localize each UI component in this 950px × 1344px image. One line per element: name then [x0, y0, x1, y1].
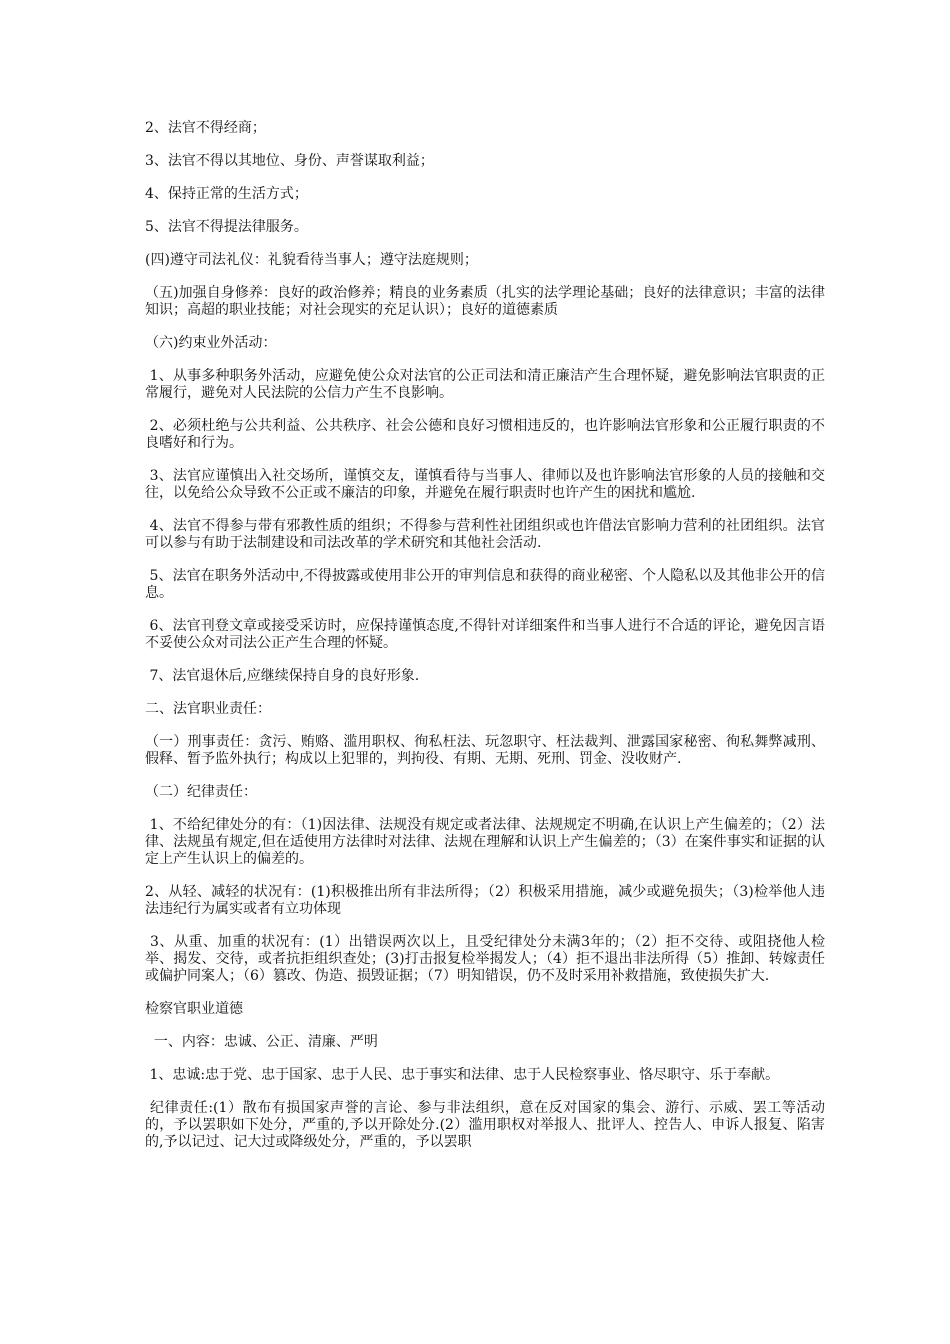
section-heading: 二、法官职业责任： — [145, 701, 271, 717]
paragraph: 1、忠诚:忠于党、忠于国家、忠于人民、忠于事实和法律、忠于人民检察事业、恪尽职守、乐于奉献。 — [145, 1067, 780, 1083]
paragraph: （二）纪律责任： — [145, 784, 257, 800]
paragraph: 一、内容：忠诚、公正、清廉、严明 — [145, 1034, 378, 1050]
paragraph: 1、不给纪律处分的有：（1)因法律、法规没有规定或者法律、法规规定不明确,在认识上产生偏差的；（2）法律、法规虽有规定,但在适使用方法律时对法律、法规在理解和认识上产生偏差的；（3）在案件事实和证据的认定上产生认识上的偏差的。 — [145, 817, 825, 867]
paragraph: （六)约束业外活动： — [145, 335, 277, 351]
paragraph: 5、法官在职务外活动中,不得披露或使用非公开的审判信息和获得的商业秘密、个人隐私以及其他非公开的信息。 — [145, 568, 826, 601]
paragraph: 2、从轻、减轻的状况有：(1)积极推出所有非法所得；（2）积极采用措施，减少或避免损失；（3)检举他人违法违纪行为属实或者有立功体现 — [145, 884, 825, 917]
paragraph: 6、法官刊登文章或接受采访时，应保持谨慎态度,不得针对详细案件和当事人进行不合适的评论，避免因言语不妥使公众对司法公正产生合理的怀疑。 — [145, 618, 826, 651]
section-heading: 检察官职业道德 — [145, 1001, 243, 1017]
paragraph: 1、从事多种职务外活动，应避免使公众对法官的公正司法和清正廉洁产生合理怀疑，避免影响法官职责的正常履行，避免对人民法院的公信力产生不良影响。 — [145, 368, 826, 401]
paragraph: 4、法官不得参与带有邪教性质的组织；不得参与营利性社团组织或也许借法官影响力营利的社团组织。法官可以参与有助于法制建设和司法改革的学术研究和其他社会活动. — [145, 518, 826, 551]
paragraph: 3、法官应谨慎出入社交场所，谨慎交友，谨慎看待与当事人、律师以及也许影响法官形象的人员的接触和交往，以免给公众导致不公正或不廉洁的印象，并避免在履行职责时也许产生的困扰和尴尬. — [145, 468, 826, 501]
paragraph: 2、法官不得经商； — [145, 120, 266, 136]
paragraph: （一）刑事责任：贪污、贿赂、滥用职权、徇私枉法、玩忽职守、枉法裁判、泄露国家秘密、徇私舞弊减刑、假释、暂予监外执行；构成以上犯罪的，判拘役、有期、无期、死刑、罚金、没收财产. — [145, 734, 825, 767]
paragraph: 2、必须杜绝与公共利益、公共秩序、社会公德和良好习惯相违反的，也许影响法官形象和公正履行职责的不良嗜好和行为。 — [145, 418, 826, 451]
document-page — [145, 120, 825, 1167]
paragraph: 3、从重、加重的状况有：(1）出错误两次以上，且受纪律处分未满3年的；（2）拒不交待、或阻挠他人检举、揭发、交待，或者抗拒组织查处；(3)打击报复检举揭发人；（4）拒不退出非法所得（5）推卸、转嫁责任或偏护同案人；（6）篡改、伪造、损毁证据；（7）明知错误，仍不及时采用补救措施，致使损失扩大. — [145, 934, 825, 984]
paragraph: （五)加强自身修养：良好的政治修养；精良的业务素质（扎实的法学理论基础；良好的法律意识；丰富的法律知识；高超的职业技能；对社会现实的充足认识）；良好的道德素质 — [145, 285, 825, 318]
paragraph: 5、法官不得提法律服务。 — [145, 219, 308, 235]
paragraph: 4、保持正常的生活方式； — [145, 186, 308, 202]
paragraph: 纪律责任:(1）散布有损国家声誉的言论、参与非法组织，意在反对国家的集会、游行、示威、罢工等活动的，予以罢职如下处分，严重的,予以开除处分.(2）滥用职权对举报人、批评人、控告人、申诉人报复、陷害的,予以记过、记大过或降级处分，严重的，予以罢职 — [145, 1100, 825, 1150]
paragraph: 3、法官不得以其地位、身份、声誉谋取利益； — [145, 153, 434, 169]
paragraph: 7、法官退休后,应继续保持自身的良好形象. — [145, 668, 420, 684]
paragraph: (四)遵守司法礼仪：礼貌看待当事人；遵守法庭规则； — [145, 252, 478, 268]
